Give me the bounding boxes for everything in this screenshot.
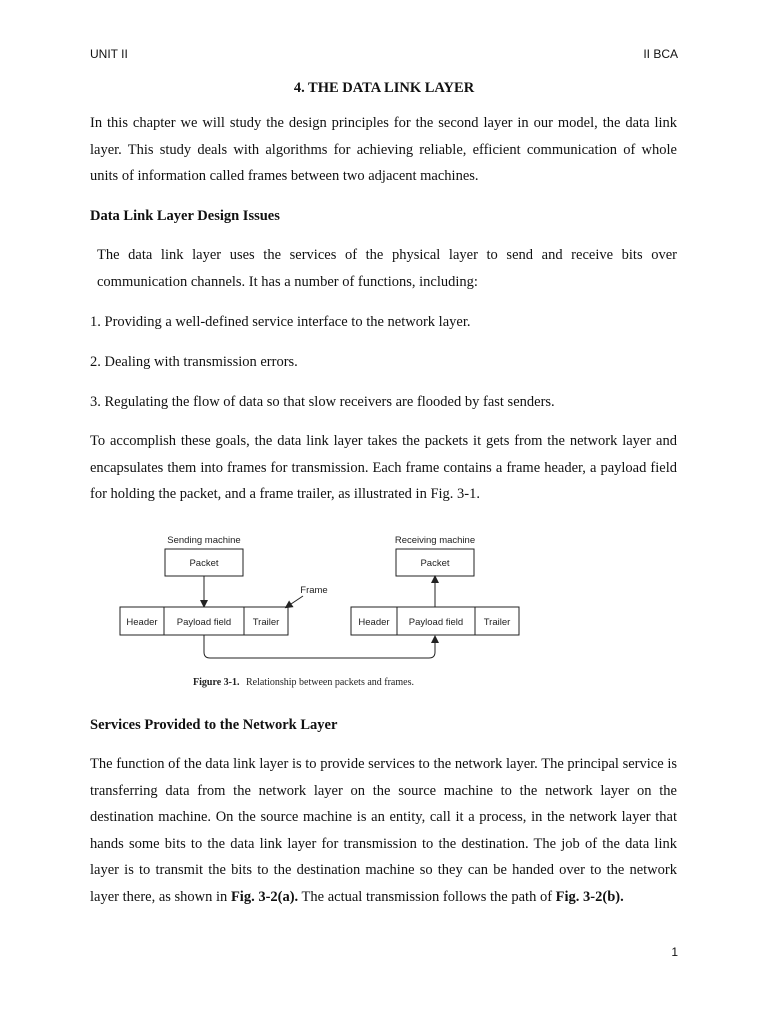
figure-caption-number: Figure 3-1. — [193, 677, 240, 688]
section1-heading-block — [90, 206, 677, 226]
services-paragraph — [90, 751, 677, 910]
header-course: II BCA — [643, 47, 678, 61]
function-item-2-block — [90, 352, 677, 372]
services-text-start: The function of the data link layer is to provide services to the network layer. The principal service is transferring data from the network layer on the source machine to the network layer on the destination machine. On the source machine is an entity, call it a process, in the network layer that hands some bits to the data link layer for transmission to the destination. The job of the data link layer is to transmit the bits to the destination machine so they can be handed over to the network layer there, as shown in — [90, 756, 677, 905]
receiving-trailer-label: Trailer — [483, 617, 511, 628]
sending-header-label: Header — [126, 617, 158, 628]
encapsulation-paragraph: To accomplish these goals, the data link layer takes the packets it gets from the network layer and encapsulates them into frames for transmission. Each frame contains a frame header, a payload field for holding the packet, and a frame trailer, as illustrated in Fig. 3-1. — [90, 433, 677, 502]
sending-packet-label: Packet — [189, 558, 219, 569]
design-issues-paragraph: The data link layer uses the services of the physical layer to send and receive bits over communication channels. It has a number of functions, including: — [97, 247, 677, 290]
header-unit: UNIT II — [90, 47, 128, 61]
receiving-payload-label: Payload field — [408, 617, 464, 628]
function-item: 1. Providing a well-defined service interface to the network layer. — [90, 314, 471, 330]
encapsulation-block — [90, 428, 677, 508]
receiving-packet-label: Packet — [420, 558, 450, 569]
page-number: 1 — [671, 945, 678, 959]
services-text-mid: The actual transmission follows the path of — [298, 888, 556, 905]
figure-caption-text: Relationship between packets and frames. — [245, 677, 414, 688]
intro-paragraph: In this chapter we will study the design principles for the second layer in our model, the data link layer. This study deals with algorithms for achieving reliable, efficient communication of whole units of information called frames between two adjacent machines. — [90, 115, 677, 184]
sending-trailer-label: Trailer — [252, 617, 280, 628]
receiving-machine-label: Receiving machine — [394, 535, 476, 546]
section2-heading-block — [90, 715, 677, 735]
chapter-title: 4. THE DATA LINK LAYER — [293, 80, 475, 96]
sending-machine-label: Sending machine — [167, 535, 241, 546]
section1-para-block — [90, 242, 677, 295]
section2-para-block — [90, 751, 677, 910]
frame-transfer-path — [204, 635, 435, 658]
frame-label: Frame — [300, 585, 328, 596]
intro-block — [90, 110, 677, 190]
fig-3-2b-reference: Fig. 3-2(b). — [555, 888, 624, 905]
frame-pointer — [288, 596, 303, 606]
section-heading-services: Services Provided to the Network Layer — [90, 717, 338, 733]
fig-3-2a-reference: Fig. 3-2(a). — [230, 888, 299, 905]
section-heading-design-issues: Data Link Layer Design Issues — [90, 208, 280, 224]
frame-diagram — [118, 530, 528, 690]
figure-caption — [193, 677, 414, 688]
sending-payload-label: Payload field — [176, 617, 232, 628]
figure-3-1 — [118, 530, 528, 690]
function-item-3-block — [90, 392, 677, 412]
receiving-header-label: Header — [358, 617, 390, 628]
function-item-1-block — [90, 312, 677, 332]
function-item: 2. Dealing with transmission errors. — [90, 354, 298, 370]
function-item: 3. Regulating the flow of data so that slow receivers are flooded by fast senders. — [90, 394, 555, 410]
